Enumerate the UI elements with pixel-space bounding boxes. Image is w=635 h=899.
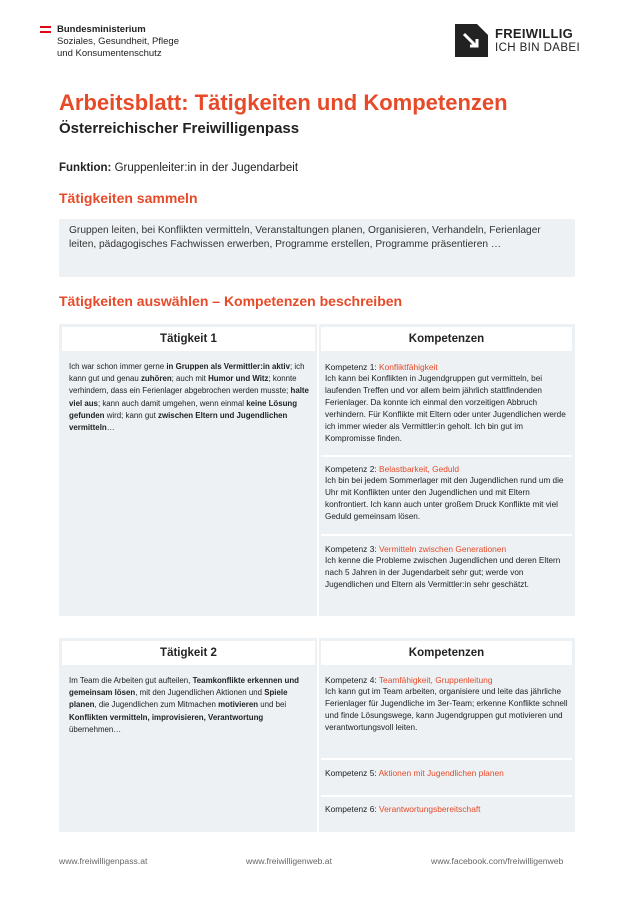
activity-2-header: Tätigkeit 2 bbox=[62, 641, 315, 665]
competences-header-2: Kompetenzen bbox=[321, 641, 572, 665]
description-text: wird; kann gut bbox=[104, 410, 159, 420]
competence-4-text: Ich kann gut im Team arbeiten, organisiere und leite das jährliche Ferienlager für Jugendliche im 3er-Team; erkenne Konflikte schnell und finde Lösungswege, kann Jugendgruppen gut motivieren und verantwortungsvoll leiten. bbox=[325, 687, 568, 732]
activity-table-2 bbox=[59, 638, 575, 832]
competence-3-text: Ich kenne die Probleme zwischen Jugendlichen und deren Eltern nach 5 Jahren in der Jugendarbeit sehr gut; werde von Jugendlichen und Eltern als Vermittler:in sehr geschätzt. bbox=[325, 556, 561, 589]
competence-6 bbox=[325, 803, 569, 815]
description-text: … bbox=[106, 423, 115, 433]
highlighted-text: motivieren bbox=[218, 700, 259, 710]
freiwillig-logo bbox=[455, 24, 585, 60]
description-text: Ich war schon immer gerne bbox=[69, 362, 167, 371]
competence-5-name: Aktionen mit Jugendlichen planen bbox=[378, 768, 504, 778]
activity-1-header: Tätigkeit 1 bbox=[62, 327, 315, 351]
column-divider bbox=[317, 638, 319, 832]
select-heading: Tätigkeiten auswählen – Kompetenzen beschreiben bbox=[59, 293, 403, 309]
competence-5-label: Kompetenz 5: bbox=[325, 768, 377, 778]
footer-link-freiwilligenweb[interactable]: www.freiwilligenweb.at bbox=[246, 856, 332, 866]
competence-4 bbox=[325, 674, 569, 734]
competence-2-name: Belastbarkeit, Geduld bbox=[379, 464, 460, 474]
highlighted-text: Humor und Witz bbox=[208, 374, 269, 384]
competence-5 bbox=[325, 767, 569, 779]
row-divider bbox=[321, 758, 572, 760]
description-text: , die Jugendlichen zum Mitmachen bbox=[94, 700, 219, 710]
description-text: und bei bbox=[258, 700, 287, 710]
function-value: Gruppenleiter:in in der Jugendarbeit bbox=[114, 162, 299, 174]
highlighted-text: Konflikten vermitteln, improvisieren, Verantwortung bbox=[69, 712, 264, 722]
ministry-logo bbox=[40, 24, 240, 64]
competence-6-label: Kompetenz 6: bbox=[325, 804, 377, 814]
description-text: ; auch mit bbox=[171, 374, 209, 384]
activity-1-description bbox=[69, 361, 311, 434]
row-divider bbox=[321, 455, 572, 457]
highlighted-text: in Gruppen als Vermittler:in aktiv bbox=[166, 362, 291, 371]
description-text: ; kann auch damit umgehen, wenn einmal bbox=[97, 398, 247, 408]
collect-box: Gruppen leiten, bei Konflikten vermitteln, Veranstaltungen planen, Organisieren, Verhandeln, Ferienlager leiten, pädagogisches Fachwissen erwerben, Programme erstellen, Programme präsentieren … bbox=[59, 219, 575, 277]
competence-6-name: Verantwortungsbereitschaft bbox=[379, 804, 481, 814]
column-divider bbox=[317, 324, 319, 616]
footer-link-facebook[interactable]: www.facebook.com/freiwilligenweb bbox=[431, 856, 564, 866]
highlighted-text: Teamkonflikte erkennen und gemeinsam lösen bbox=[69, 676, 299, 698]
highlighted-text: Spiele planen bbox=[69, 688, 288, 710]
competence-2 bbox=[325, 463, 569, 523]
footer-link-freiwilligenpass[interactable]: www.freiwilligenpass.at bbox=[59, 856, 148, 866]
competence-4-name: Teamfähigkeit, Gruppenleitung bbox=[378, 675, 493, 685]
competence-1-label: Kompetenz 1: bbox=[325, 362, 377, 372]
description-text: , mit den Jugendlichen Aktionen und bbox=[135, 688, 265, 698]
activity-2-description bbox=[69, 675, 311, 736]
page-title: Arbeitsblatt: Tätigkeiten und Kompetenzen bbox=[59, 90, 508, 115]
highlighted-text: zwischen Eltern und Jugendlichen vermitteln bbox=[69, 410, 288, 433]
ministry-name-line-2: Soziales, Gesundheit, Pflege bbox=[57, 36, 179, 47]
competence-3-label: Kompetenz 3: bbox=[325, 544, 377, 554]
competence-1-text: Ich kann bei Konflikten in Jugendgruppen gut vermitteln, bei laufenden Treffen und vor allem beim jährlich stattfindenden Ferienlager. Da konnte ich einmal den vorzeitigen Abbruch verhindern. Für Konflikte mit Eltern oder unter Jugendlichen werde ich immer wieder als Vermittler:in geholt. Ich bin gut im Kompromisse finden. bbox=[325, 374, 566, 443]
highlighted-text: zuhören bbox=[140, 374, 172, 384]
description-text: ; ich kann gut und genau bbox=[69, 362, 305, 384]
highlighted-text: keine Lösung gefunden bbox=[69, 398, 298, 420]
description-text: ; konnte verhindern, dass ein Ferienlager abgebrochen werden musste; bbox=[69, 374, 297, 396]
competence-1-name: Konfliktfähigkeit bbox=[379, 362, 438, 372]
ministry-name-line-1: Bundesministerium bbox=[57, 24, 146, 35]
freiwillig-mark-icon bbox=[455, 24, 488, 57]
competence-4-label: Kompetenz 4: bbox=[325, 675, 377, 685]
competence-3 bbox=[325, 543, 569, 591]
function-line bbox=[59, 162, 298, 174]
brand-line-1: FREIWILLIG bbox=[495, 26, 574, 41]
page-subtitle: Österreichischer Freiwilligenpass bbox=[59, 120, 300, 137]
description-text: übernehmen… bbox=[69, 724, 122, 734]
brand-line-2: ICH BIN DABEI bbox=[495, 42, 581, 54]
ministry-name-line-3: und Konsumentenschutz bbox=[57, 48, 162, 59]
row-divider bbox=[321, 534, 572, 536]
competences-header-1: Kompetenzen bbox=[321, 327, 572, 351]
collect-heading: Tätigkeiten sammeln bbox=[59, 190, 198, 206]
activity-table-1 bbox=[59, 324, 575, 616]
description-text: Im Team die Arbeiten gut aufteilen, bbox=[69, 676, 193, 685]
competence-2-label: Kompetenz 2: bbox=[325, 464, 377, 474]
function-label: Funktion: bbox=[59, 162, 112, 174]
competence-2-text: Ich bin bei jedem Sommerlager mit den Jugendlichen rund um die Uhr mit Konflikten unter den Jugendlichen und mit Eltern konfrontiert. Ich kann auch unter großem Druck Konflikte mit viel Geduld gemeinsam lösen. bbox=[325, 476, 564, 521]
competence-3-name: Vermitteln zwischen Generationen bbox=[379, 544, 507, 554]
austrian-flag-icon bbox=[40, 26, 51, 33]
competence-1 bbox=[325, 361, 569, 445]
highlighted-text: halte viel aus bbox=[69, 386, 309, 408]
row-divider bbox=[321, 795, 572, 797]
